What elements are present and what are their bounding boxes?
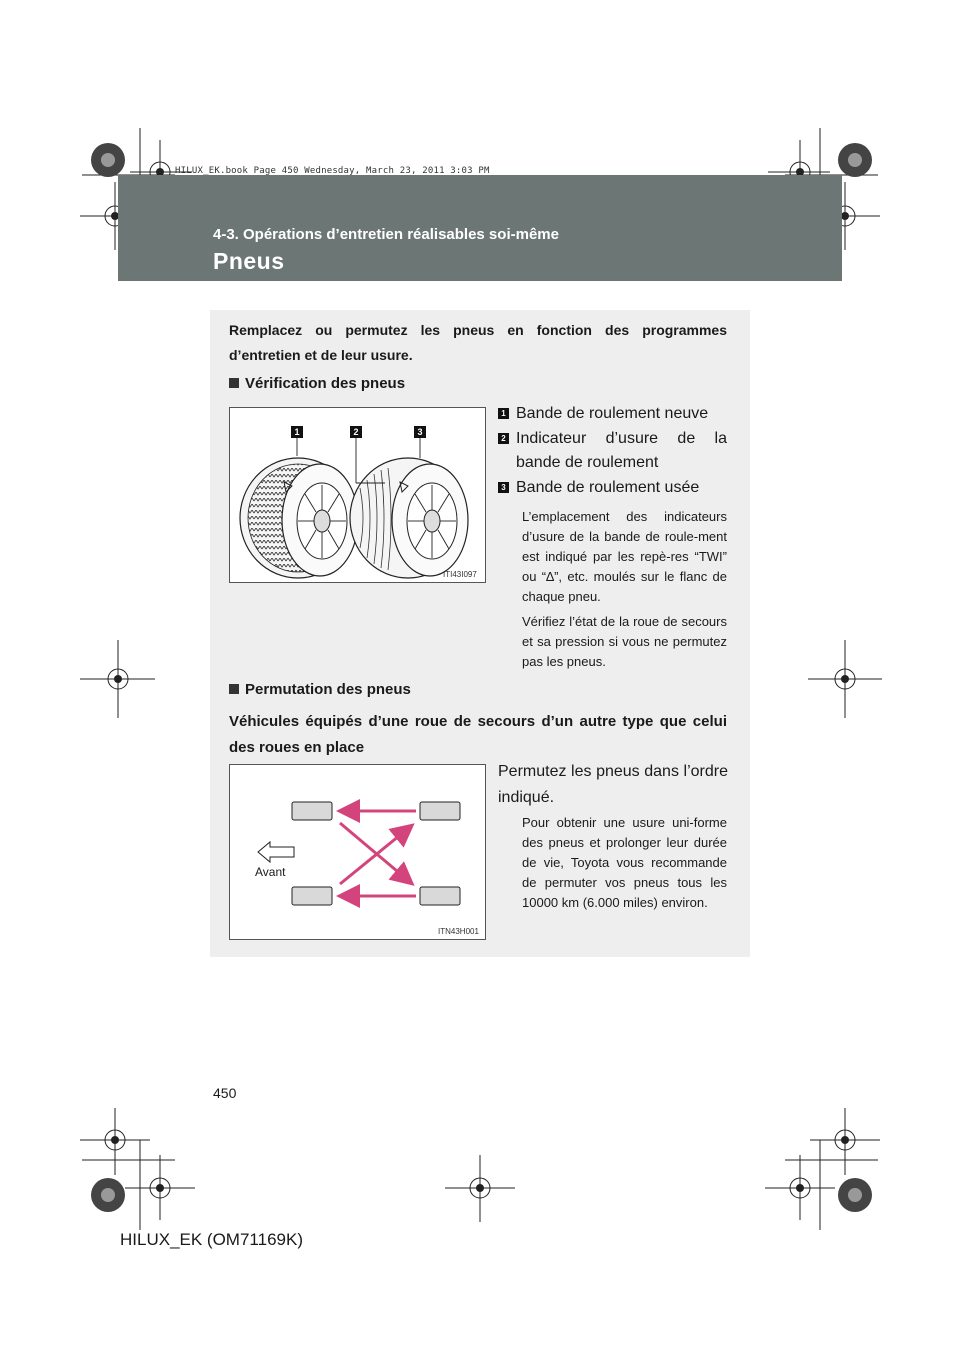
legend-number: 2: [498, 433, 509, 444]
square-bullet-icon: [229, 684, 239, 694]
square-bullet-icon: [229, 378, 239, 388]
spare-tire-note: Vérifiez l’état de la roue de secours et sa pression si vous ne permutez pas les pneus.: [522, 614, 727, 669]
footer-model: HILUX_EK (OM71169K): [120, 1230, 303, 1249]
rotation-instruction: Permutez les pneus dans l’ordre indiqué.: [498, 763, 728, 806]
section-label: 4-3. Opérations d’entretien réalisables soi-même: [213, 226, 559, 243]
inspection-heading: Vérification des pneus: [229, 375, 405, 392]
rotation-diagram: [230, 765, 485, 939]
rotation-note: Pour obtenir une usure uni-forme des pneus et prolonger leur durée de vie, Toyota vous recommande de permuter vos pneus tous les 10000 km (6.000 miles) environ.: [522, 815, 727, 910]
print-stamp: HILUX_EK.book Page 450 Wednesday, March 23, 2011 3:03 PM: [175, 166, 490, 176]
figure-code: ITN43H001: [438, 927, 479, 936]
legend-item-3: [498, 476, 728, 502]
legend-item-1: [498, 402, 728, 428]
intro-text: Remplacez ou permutez les pneus en fonction des programmes d’entretien et de leur usure.: [229, 322, 727, 363]
page-title: Pneus: [213, 248, 285, 274]
figure-code: ITI43I097: [443, 570, 477, 579]
callout-2: 2: [350, 426, 362, 438]
wear-indicator-note: L’emplacement des indicateurs d’usure de la bande de roule-ment est indiqué par les repè-res “TWI” ou “∆”, etc. moulés sur le flanc de chaque pneu.: [522, 509, 727, 604]
rotation-heading: Permutation des pneus: [229, 681, 411, 698]
legend-text: Bande de roulement usée: [516, 479, 700, 496]
legend-text: Indicateur d’usure de la bande de roulement: [516, 430, 727, 471]
tire-wear-figure: [229, 407, 486, 583]
callout-3: 3: [414, 426, 426, 438]
legend-text: Bande de roulement neuve: [516, 405, 709, 422]
legend-item-2: [498, 427, 728, 477]
callout-1: 1: [291, 426, 303, 438]
rotation-subheading: Véhicules équipés d’une roue de secours d’un autre type que celui des roues en place: [229, 713, 727, 756]
front-label: Avant: [255, 865, 286, 879]
page-number: 450: [213, 1085, 237, 1101]
tire-rotation-figure: [229, 764, 486, 940]
legend-number: 1: [498, 408, 509, 419]
legend-number: 3: [498, 482, 509, 493]
